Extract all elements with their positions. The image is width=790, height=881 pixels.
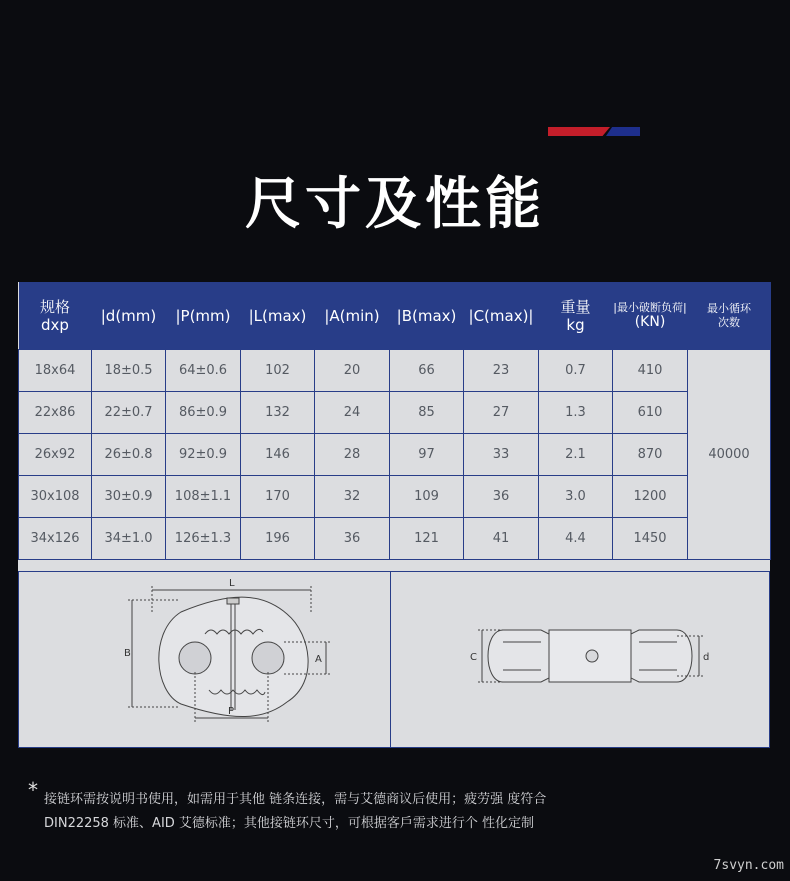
spec-table: [18, 282, 771, 560]
cell-b: 109: [390, 476, 464, 518]
cell-p: 86±0.9: [166, 392, 241, 434]
cell-weight: 0.7: [539, 350, 613, 392]
title-accent-bar: [548, 127, 640, 136]
dim-label-l: L: [229, 578, 235, 589]
table-row: [19, 434, 771, 476]
diagram-section: [18, 571, 770, 748]
link-side-view-diagram: [391, 572, 769, 747]
cell-d: 30±0.9: [92, 476, 166, 518]
cell-b: 97: [390, 434, 464, 476]
cell-breaking-load: 1450: [613, 518, 688, 560]
cell-l: 132: [241, 392, 315, 434]
cell-min-cycles: 40000: [688, 350, 771, 560]
note-line-2: DIN22258 标准、AID 艾德标准；其他接链环尺寸，可根据客戶需求进行个 性化定制: [44, 816, 535, 831]
cell-b: 121: [390, 518, 464, 560]
dim-label-b: B: [124, 648, 131, 659]
dim-label-c: C: [470, 652, 477, 663]
cell-a: 20: [315, 350, 390, 392]
dim-label-p: P: [228, 706, 235, 717]
cell-breaking-load: 410: [613, 350, 688, 392]
header-weight: 重量 kg: [539, 282, 613, 350]
cell-l: 146: [241, 434, 315, 476]
cell-c: 23: [464, 350, 539, 392]
cell-b: 85: [390, 392, 464, 434]
cell-a: 28: [315, 434, 390, 476]
dim-label-d: d: [703, 652, 710, 663]
cell-d: 34±1.0: [92, 518, 166, 560]
header-l: |L(max): [241, 282, 315, 350]
note-asterisk: *: [28, 778, 38, 802]
header-min-cycles: 最小循环 次数: [688, 282, 771, 350]
cell-spec: 26x92: [19, 434, 92, 476]
cell-a: 36: [315, 518, 390, 560]
header-b: |B(max): [390, 282, 464, 350]
cell-breaking-load: 1200: [613, 476, 688, 518]
cell-a: 32: [315, 476, 390, 518]
cell-l: 170: [241, 476, 315, 518]
note-line-1: 接链环需按说明书使用，如需用于其他 链条连接，需与艾德商议后使用；疲劳强 度符合: [44, 792, 547, 807]
cell-c: 33: [464, 434, 539, 476]
cell-d: 26±0.8: [92, 434, 166, 476]
cell-a: 24: [315, 392, 390, 434]
cell-b: 66: [390, 350, 464, 392]
header-d: |d(mm): [92, 282, 166, 350]
cell-d: 18±0.5: [92, 350, 166, 392]
page-title: 尺寸及性能: [245, 172, 545, 237]
cell-spec: 30x108: [19, 476, 92, 518]
cell-c: 36: [464, 476, 539, 518]
header-spec: 规格 dxp: [19, 282, 92, 350]
cell-weight: 1.3: [539, 392, 613, 434]
link-front-view-diagram: [19, 572, 391, 747]
cell-spec: 18x64: [19, 350, 92, 392]
cell-breaking-load: 870: [613, 434, 688, 476]
cell-breaking-load: 610: [613, 392, 688, 434]
cell-spec: 34x126: [19, 518, 92, 560]
header-c: |C(max)|: [464, 282, 539, 350]
cell-spec: 22x86: [19, 392, 92, 434]
spec-table-panel: [18, 282, 770, 748]
table-row: [19, 392, 771, 434]
cell-p: 64±0.6: [166, 350, 241, 392]
watermark: 7svyn.com: [713, 858, 784, 873]
cell-p: 108±1.1: [166, 476, 241, 518]
header-p: |P(mm): [166, 282, 241, 350]
header-breaking-load: |最小破断负荷| (KN): [613, 282, 688, 350]
table-row: [19, 518, 771, 560]
cell-c: 27: [464, 392, 539, 434]
header-a: |A(min): [315, 282, 390, 350]
accent-red-stripe: [548, 127, 610, 136]
table-row: [19, 476, 771, 518]
cell-p: 92±0.9: [166, 434, 241, 476]
front-view-drawing: [19, 572, 390, 747]
cell-weight: 2.1: [539, 434, 613, 476]
cell-d: 22±0.7: [92, 392, 166, 434]
cell-p: 126±1.3: [166, 518, 241, 560]
dim-label-a: A: [315, 654, 322, 665]
cell-l: 196: [241, 518, 315, 560]
table-row: [19, 350, 771, 392]
side-view-drawing: [391, 572, 769, 747]
accent-blue-stripe: [606, 127, 640, 136]
cell-l: 102: [241, 350, 315, 392]
cell-weight: 4.4: [539, 518, 613, 560]
cell-weight: 3.0: [539, 476, 613, 518]
table-header-row: [19, 282, 771, 350]
cell-c: 41: [464, 518, 539, 560]
